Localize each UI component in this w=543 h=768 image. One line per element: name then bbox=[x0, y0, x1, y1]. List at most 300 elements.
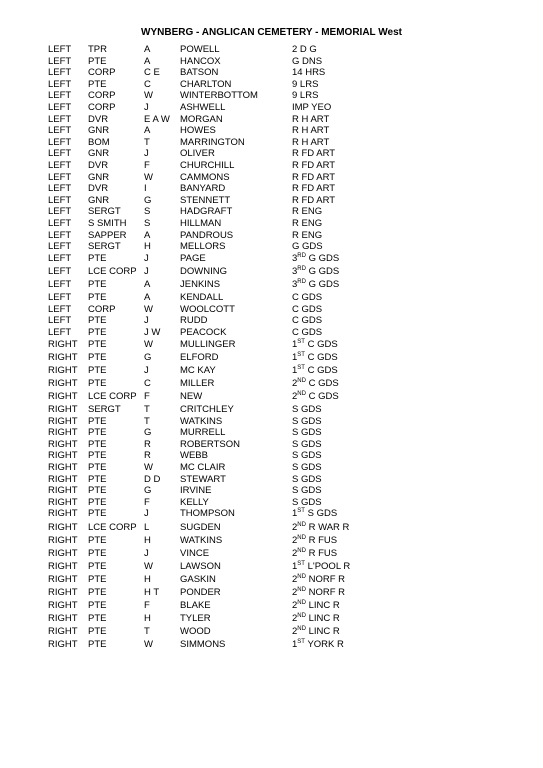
roll-row bbox=[48, 102, 508, 114]
row-initials: A bbox=[144, 55, 151, 67]
row-rank: PTE bbox=[88, 338, 107, 350]
roll-row bbox=[48, 450, 508, 462]
row-unit: S GDS bbox=[292, 438, 322, 450]
roll-row bbox=[48, 352, 508, 364]
unit-name: NORF R bbox=[308, 587, 346, 598]
row-unit bbox=[292, 613, 340, 625]
row-rank: PTE bbox=[88, 508, 107, 520]
row-side: RIGHT bbox=[48, 404, 78, 415]
row-side: LEFT bbox=[48, 292, 72, 304]
row-unit: IMP YEO bbox=[292, 102, 332, 113]
row-initials: A bbox=[144, 292, 151, 304]
row-side: RIGHT bbox=[48, 338, 78, 350]
row-side: RIGHT bbox=[48, 508, 78, 520]
row-rank: GNR bbox=[88, 194, 110, 206]
row-surname: RUDD bbox=[180, 315, 208, 327]
roll-row bbox=[48, 79, 508, 91]
roll-row bbox=[48, 462, 508, 474]
row-initials: A bbox=[144, 125, 151, 137]
row-surname: PAGE bbox=[180, 252, 206, 264]
unit-ordinal-suffix: ND bbox=[297, 600, 306, 607]
unit-ordinal-number: 1 bbox=[292, 508, 298, 520]
row-side: LEFT bbox=[48, 241, 72, 253]
row-surname: BANYARD bbox=[180, 183, 226, 195]
row-side: RIGHT bbox=[48, 573, 78, 585]
row-rank: PTE bbox=[88, 55, 107, 67]
row-side: LEFT bbox=[48, 194, 72, 206]
row-side: RIGHT bbox=[48, 534, 78, 546]
row-side: LEFT bbox=[48, 113, 72, 125]
row-initials: T bbox=[144, 404, 150, 415]
unit-ordinal-suffix: ST bbox=[297, 364, 305, 371]
row-surname: CHARLTON bbox=[180, 78, 232, 90]
row-surname: MULLINGER bbox=[180, 338, 236, 350]
row-surname: MC KAY bbox=[180, 364, 216, 376]
row-side: LEFT bbox=[48, 55, 72, 67]
row-unit: G DNS bbox=[292, 55, 323, 67]
row-surname: CAMMONS bbox=[180, 171, 230, 183]
row-side: RIGHT bbox=[48, 626, 78, 638]
unit-name: S GDS bbox=[307, 508, 338, 520]
row-surname: SIMMONS bbox=[180, 639, 226, 651]
roll-row bbox=[48, 508, 508, 520]
unit-ordinal-number: 2 bbox=[292, 390, 298, 402]
row-initials: G bbox=[144, 351, 152, 363]
row-surname: NEW bbox=[180, 390, 203, 402]
row-rank: PTE bbox=[88, 639, 107, 651]
row-unit: S GDS bbox=[292, 415, 322, 427]
roll-row bbox=[48, 574, 508, 586]
roll-row bbox=[48, 378, 508, 390]
unit-name: G GDS bbox=[308, 279, 340, 290]
row-initials: C E bbox=[144, 67, 160, 79]
row-surname: BLAKE bbox=[180, 600, 211, 612]
unit-ordinal-number: 3 bbox=[292, 265, 298, 277]
row-rank: BOM bbox=[88, 136, 110, 148]
roll-row bbox=[48, 439, 508, 451]
row-rank: CORP bbox=[88, 67, 116, 79]
row-initials: J bbox=[144, 148, 149, 160]
row-unit: S GDS bbox=[292, 473, 322, 485]
roll-row bbox=[48, 195, 508, 207]
roll-row bbox=[48, 230, 508, 242]
row-unit: C GDS bbox=[292, 315, 323, 327]
row-rank: CORP bbox=[88, 90, 116, 102]
row-rank: PTE bbox=[88, 450, 107, 462]
unit-name: C GDS bbox=[307, 351, 338, 363]
row-surname: ROBERTSON bbox=[180, 438, 241, 450]
row-unit: 2 D G bbox=[292, 44, 317, 55]
row-unit: R FD ART bbox=[292, 183, 336, 195]
roll-row bbox=[48, 535, 508, 547]
row-initials: W bbox=[144, 560, 153, 572]
row-rank: PTE bbox=[88, 613, 107, 625]
row-initials: J bbox=[144, 315, 149, 327]
row-initials: W bbox=[144, 303, 153, 315]
row-initials: H bbox=[144, 613, 151, 625]
row-unit bbox=[292, 352, 338, 364]
row-surname: MURRELL bbox=[180, 427, 226, 439]
unit-ordinal-number: 1 bbox=[292, 364, 298, 376]
row-rank: GNR bbox=[88, 171, 110, 183]
unit-name: LINC R bbox=[308, 600, 340, 612]
row-initials: A bbox=[144, 229, 151, 241]
unit-name: C GDS bbox=[307, 364, 338, 376]
row-rank: PTE bbox=[88, 547, 107, 559]
unit-name: R FUS bbox=[308, 534, 338, 546]
roll-row bbox=[48, 56, 508, 68]
row-surname: ASHWELL bbox=[180, 102, 226, 113]
row-initials: F bbox=[144, 600, 150, 612]
row-rank: LCE CORP bbox=[88, 390, 137, 402]
row-unit bbox=[292, 391, 339, 403]
row-side: RIGHT bbox=[48, 438, 78, 450]
row-unit: C GDS bbox=[292, 292, 323, 304]
roll-row bbox=[48, 241, 508, 253]
row-side: LEFT bbox=[48, 90, 72, 102]
row-unit: S GDS bbox=[292, 496, 322, 508]
row-initials: R bbox=[144, 450, 151, 462]
row-rank: PTE bbox=[88, 279, 107, 290]
row-unit: R H ART bbox=[292, 125, 330, 137]
row-side: LEFT bbox=[48, 303, 72, 315]
unit-name: C GDS bbox=[308, 377, 339, 389]
row-unit: 14 HRS bbox=[292, 67, 326, 79]
row-rank: PTE bbox=[88, 427, 107, 439]
row-initials: W bbox=[144, 639, 153, 651]
row-side: LEFT bbox=[48, 67, 72, 79]
row-initials: I bbox=[144, 183, 147, 195]
row-rank: DVR bbox=[88, 183, 109, 195]
roll-row bbox=[48, 183, 508, 195]
row-surname: PANDROUS bbox=[180, 229, 234, 241]
roll-row bbox=[48, 137, 508, 149]
row-unit: S GDS bbox=[292, 450, 322, 462]
row-side: RIGHT bbox=[48, 473, 78, 485]
row-surname: JENKINS bbox=[180, 279, 221, 290]
roll-row bbox=[48, 339, 508, 351]
row-unit: S GDS bbox=[292, 462, 322, 473]
row-surname: DOWNING bbox=[180, 265, 227, 277]
row-initials: C bbox=[144, 78, 151, 90]
row-side: LEFT bbox=[48, 252, 72, 264]
row-surname: KELLY bbox=[180, 496, 209, 508]
row-side: LEFT bbox=[48, 136, 72, 148]
row-surname: HILLMAN bbox=[180, 218, 222, 229]
unit-ordinal-number: 2 bbox=[292, 521, 298, 533]
roll-row bbox=[48, 474, 508, 486]
row-rank: DVR bbox=[88, 113, 109, 125]
unit-ordinal-number: 1 bbox=[292, 338, 298, 350]
roll-row bbox=[48, 266, 508, 278]
row-unit: 9 LRS bbox=[292, 78, 319, 90]
row-unit: R FD ART bbox=[292, 171, 336, 183]
row-unit bbox=[292, 522, 349, 534]
row-initials: F bbox=[144, 160, 150, 171]
row-rank: PTE bbox=[88, 315, 107, 327]
row-rank: SAPPER bbox=[88, 229, 127, 241]
roll-row bbox=[48, 365, 508, 377]
row-unit: S GDS bbox=[292, 485, 322, 497]
unit-ordinal-number: 2 bbox=[292, 600, 298, 612]
row-side: RIGHT bbox=[48, 450, 78, 462]
row-surname: POWELL bbox=[180, 44, 220, 55]
roll-row bbox=[48, 613, 508, 625]
unit-ordinal-number: 1 bbox=[292, 639, 298, 651]
row-side: RIGHT bbox=[48, 485, 78, 497]
row-initials: S bbox=[144, 206, 151, 218]
row-initials: J bbox=[144, 102, 149, 113]
row-initials: W bbox=[144, 462, 153, 473]
row-initials: L bbox=[144, 521, 150, 533]
row-rank: LCE CORP bbox=[88, 521, 137, 533]
roll-row bbox=[48, 626, 508, 638]
page-title: WYNBERG - ANGLICAN CEMETERY - MEMORIAL West bbox=[141, 27, 402, 38]
row-surname: HADGRAFT bbox=[180, 206, 233, 218]
row-unit: R ENG bbox=[292, 229, 323, 241]
row-initials: W bbox=[144, 338, 153, 350]
row-initials: T bbox=[144, 136, 150, 148]
row-unit bbox=[292, 587, 345, 599]
row-unit bbox=[292, 535, 337, 547]
unit-ordinal-suffix: RD bbox=[297, 265, 306, 272]
row-rank: PTE bbox=[88, 462, 107, 473]
unit-name: NORF R bbox=[308, 573, 346, 585]
unit-ordinal-suffix: ND bbox=[297, 573, 306, 580]
unit-name: LINC R bbox=[308, 626, 340, 638]
row-surname: CRITCHLEY bbox=[180, 404, 234, 415]
roll-row bbox=[48, 160, 508, 172]
row-surname: PONDER bbox=[180, 587, 221, 598]
row-surname: GASKIN bbox=[180, 573, 216, 585]
row-side: RIGHT bbox=[48, 351, 78, 363]
row-initials: C bbox=[144, 377, 151, 389]
unit-ordinal-number: 2 bbox=[292, 626, 298, 638]
row-rank: LCE CORP bbox=[88, 265, 137, 277]
row-unit: R ENG bbox=[292, 206, 323, 218]
row-rank: PTE bbox=[88, 415, 107, 427]
row-surname: STEWART bbox=[180, 473, 226, 485]
row-unit bbox=[292, 253, 339, 265]
row-unit: R H ART bbox=[292, 113, 330, 125]
row-initials: G bbox=[144, 427, 152, 439]
roll-row bbox=[48, 148, 508, 160]
row-initials: H bbox=[144, 534, 151, 546]
row-side: LEFT bbox=[48, 148, 72, 160]
row-initials: J bbox=[144, 508, 149, 520]
row-unit bbox=[292, 548, 337, 560]
row-rank: GNR bbox=[88, 148, 110, 160]
row-rank: PTE bbox=[88, 587, 107, 598]
unit-ordinal-suffix: ND bbox=[297, 547, 306, 554]
row-side: RIGHT bbox=[48, 613, 78, 625]
row-unit bbox=[292, 365, 338, 377]
row-rank: PTE bbox=[88, 438, 107, 450]
row-surname: WINTERBOTTOM bbox=[180, 90, 258, 102]
row-initials: A bbox=[144, 44, 151, 55]
row-unit: C GDS bbox=[292, 303, 323, 315]
unit-name: R WAR R bbox=[308, 521, 350, 533]
row-unit: R FD ART bbox=[292, 160, 336, 171]
roll-row bbox=[48, 67, 508, 79]
row-unit: S GDS bbox=[292, 427, 322, 439]
row-surname: WOOD bbox=[180, 626, 211, 638]
row-rank: PTE bbox=[88, 496, 107, 508]
row-surname: ELFORD bbox=[180, 351, 219, 363]
row-rank: PTE bbox=[88, 626, 107, 638]
row-unit: 9 LRS bbox=[292, 90, 319, 102]
row-side: LEFT bbox=[48, 78, 72, 90]
row-initials: H bbox=[144, 241, 151, 253]
row-unit: R FD ART bbox=[292, 148, 336, 160]
row-rank: SERGT bbox=[88, 241, 121, 253]
unit-name: L'POOL R bbox=[307, 560, 351, 572]
row-rank: SERGT bbox=[88, 206, 121, 218]
row-surname: PEACOCK bbox=[180, 326, 227, 338]
unit-ordinal-suffix: ST bbox=[297, 351, 305, 358]
row-side: LEFT bbox=[48, 206, 72, 218]
row-initials: J bbox=[144, 547, 149, 559]
row-unit bbox=[292, 508, 337, 520]
roll-row bbox=[48, 125, 508, 137]
unit-ordinal-number: 2 bbox=[292, 547, 298, 559]
unit-ordinal-number: 2 bbox=[292, 377, 298, 389]
row-rank: S SMITH bbox=[88, 218, 127, 229]
row-unit bbox=[292, 626, 340, 638]
row-unit: G GDS bbox=[292, 241, 323, 253]
unit-ordinal-suffix: ST bbox=[297, 560, 305, 567]
row-surname: SUGDEN bbox=[180, 521, 221, 533]
row-initials: A bbox=[144, 279, 151, 290]
unit-ordinal-number: 3 bbox=[292, 252, 298, 264]
row-surname: TYLER bbox=[180, 613, 211, 625]
row-rank: PTE bbox=[88, 377, 107, 389]
row-rank: PTE bbox=[88, 573, 107, 585]
row-side: RIGHT bbox=[48, 462, 78, 473]
unit-name: LINC R bbox=[308, 613, 340, 625]
row-unit bbox=[292, 378, 339, 390]
row-surname: BATSON bbox=[180, 67, 219, 79]
roll-row bbox=[48, 327, 508, 339]
row-rank: PTE bbox=[88, 78, 107, 90]
row-initials: H bbox=[144, 573, 151, 585]
row-surname: MILLER bbox=[180, 377, 215, 389]
row-surname: STENNETT bbox=[180, 194, 231, 206]
row-rank: GNR bbox=[88, 125, 110, 137]
row-rank: PTE bbox=[88, 351, 107, 363]
row-side: RIGHT bbox=[48, 377, 78, 389]
row-side: LEFT bbox=[48, 229, 72, 241]
row-initials: J bbox=[144, 265, 149, 277]
row-surname: WOOLCOTT bbox=[180, 303, 235, 315]
roll-row bbox=[48, 206, 508, 218]
roll-row bbox=[48, 485, 508, 497]
row-side: LEFT bbox=[48, 160, 72, 171]
row-rank: PTE bbox=[88, 473, 107, 485]
unit-ordinal-suffix: ND bbox=[297, 377, 306, 384]
row-side: RIGHT bbox=[48, 415, 78, 427]
row-initials: W bbox=[144, 90, 153, 102]
unit-ordinal-suffix: ST bbox=[297, 508, 305, 515]
unit-ordinal-suffix: ND bbox=[297, 613, 306, 620]
unit-ordinal-number: 1 bbox=[292, 560, 298, 572]
row-initials: H T bbox=[144, 587, 160, 598]
roll-row bbox=[48, 279, 508, 291]
row-rank: PTE bbox=[88, 485, 107, 497]
row-rank: PTE bbox=[88, 600, 107, 612]
unit-name: R FUS bbox=[308, 547, 338, 559]
row-initials: E A W bbox=[144, 113, 170, 125]
roll-row bbox=[48, 522, 508, 534]
row-side: RIGHT bbox=[48, 560, 78, 572]
row-unit: S GDS bbox=[292, 404, 322, 415]
roll-row bbox=[48, 548, 508, 560]
roll-row bbox=[48, 253, 508, 265]
unit-ordinal-number: 2 bbox=[292, 587, 298, 598]
row-surname: IRVINE bbox=[180, 485, 212, 497]
row-initials: F bbox=[144, 390, 150, 402]
row-rank: DVR bbox=[88, 160, 109, 171]
row-rank: TPR bbox=[88, 44, 107, 55]
row-surname: MC CLAIR bbox=[180, 462, 226, 473]
row-initials: S bbox=[144, 218, 151, 229]
unit-ordinal-number: 2 bbox=[292, 534, 298, 546]
row-initials: W bbox=[144, 171, 153, 183]
row-side: RIGHT bbox=[48, 521, 78, 533]
row-unit: R FD ART bbox=[292, 194, 336, 206]
unit-name: G GDS bbox=[308, 265, 340, 277]
row-unit: R H ART bbox=[292, 136, 330, 148]
row-surname: MELLORS bbox=[180, 241, 226, 253]
row-unit bbox=[292, 561, 350, 573]
row-side: RIGHT bbox=[48, 496, 78, 508]
roll-row bbox=[48, 172, 508, 184]
row-initials: T bbox=[144, 415, 150, 427]
unit-name: C GDS bbox=[308, 390, 339, 402]
row-surname: KENDALL bbox=[180, 292, 224, 304]
row-initials: J bbox=[144, 252, 149, 264]
row-rank: CORP bbox=[88, 303, 116, 315]
unit-ordinal-suffix: RD bbox=[297, 252, 306, 259]
row-side: LEFT bbox=[48, 171, 72, 183]
roll-row bbox=[48, 600, 508, 612]
roll-row bbox=[48, 315, 508, 327]
unit-ordinal-number: 2 bbox=[292, 613, 298, 625]
roll-row bbox=[48, 587, 508, 599]
row-side: LEFT bbox=[48, 183, 72, 195]
roll-row bbox=[48, 114, 508, 126]
roll-row bbox=[48, 497, 508, 509]
row-side: RIGHT bbox=[48, 587, 78, 598]
row-unit bbox=[292, 339, 338, 351]
roll-row bbox=[48, 218, 508, 230]
row-unit bbox=[292, 600, 340, 612]
row-side: LEFT bbox=[48, 218, 72, 229]
row-side: RIGHT bbox=[48, 547, 78, 559]
row-initials: G bbox=[144, 194, 152, 206]
unit-ordinal-number: 2 bbox=[292, 573, 298, 585]
row-initials: R bbox=[144, 438, 151, 450]
row-rank: PTE bbox=[88, 326, 107, 338]
unit-name: C GDS bbox=[307, 338, 338, 350]
row-unit bbox=[292, 639, 344, 651]
roll-row bbox=[48, 416, 508, 428]
row-unit: C GDS bbox=[292, 326, 323, 338]
row-unit bbox=[292, 574, 345, 586]
row-initials: J bbox=[144, 364, 149, 376]
roll-row bbox=[48, 639, 508, 651]
row-side: RIGHT bbox=[48, 600, 78, 612]
